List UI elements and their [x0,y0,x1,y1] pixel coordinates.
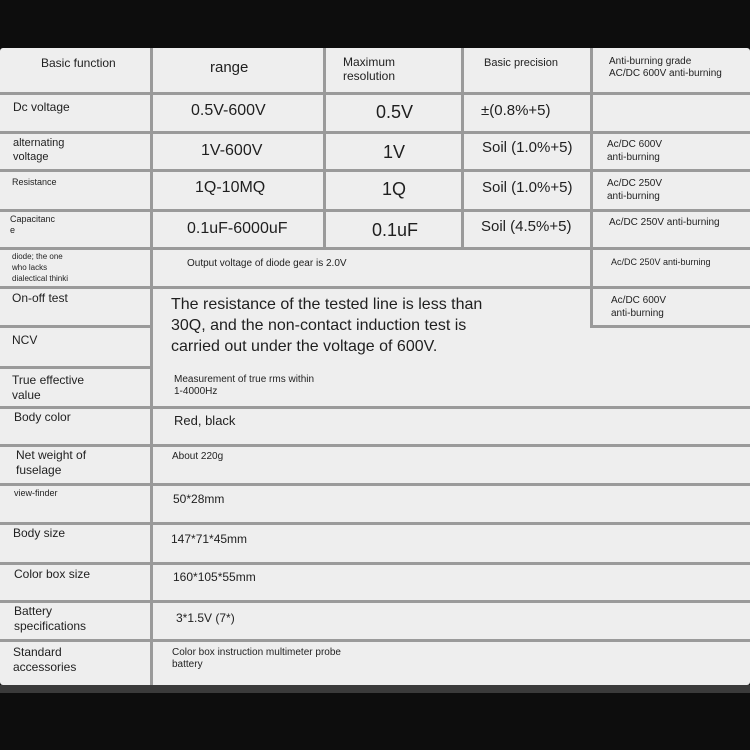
onoff-anti-line1: Ac/DC 600V [611,295,667,306]
cap-function-line1: Capacitanc [10,214,56,224]
ac-anti-line2: anti-burning [607,152,660,163]
merged-note-line1: The resistance of the tested line is less than [171,296,483,313]
color-value: Red, black [174,413,236,428]
cap-resolution: 0.1uF [372,220,419,240]
col-divider [461,48,464,247]
row-divider [0,522,750,525]
row-divider [0,209,750,212]
row-divider [0,247,750,250]
rms-value-line1: Measurement of true rms within [174,374,315,385]
battery-value: 3*1.5V (7*) [176,611,235,625]
battery-function-line2: specifications [14,619,87,633]
cap-function-line2: e [10,225,16,235]
res-precision: Soil (1.0%+5) [482,179,573,196]
rms-function-line2: value [12,388,41,402]
accessories-value-line1: Color box instruction multimeter probe [172,647,341,658]
onoff-function: On-off test [12,291,68,305]
row-divider [593,325,750,328]
merged-note-line3: carried out under the voltage of 600V. [171,338,438,355]
row-divider [0,406,750,409]
res-range: 1Q-10MQ [195,179,266,196]
header-range: range [210,59,249,76]
col-divider [590,286,593,328]
ac-function-line1: alternating [13,137,65,149]
ac-function-line2: voltage [13,151,49,163]
bodysize-function: Body size [13,526,66,540]
boxsize-function: Color box size [14,567,91,581]
color-function: Body color [14,410,71,424]
ncv-function: NCV [12,333,38,347]
diode-function-line2: who lacks [12,263,48,272]
diode-value: Output voltage of diode gear is 2.0V [187,258,347,269]
row-divider [0,366,152,369]
res-anti-line2: anti-burning [607,191,660,202]
boxsize-value: 160*105*55mm [173,570,256,584]
row-divider [0,483,750,486]
res-anti-line1: Ac/DC 250V [607,178,663,189]
dc-range: 0.5V-600V [191,102,266,119]
battery-function-line1: Battery [14,604,53,618]
cap-anti: Ac/DC 250V anti-burning [609,217,720,228]
dc-resolution: 0.5V [376,102,414,122]
accessories-value-line2: battery [172,659,203,670]
diode-function-line3: dialectical thinki [12,274,69,283]
row-divider [0,444,750,447]
header-basic-precision: Basic precision [484,57,558,69]
header-basic-function: Basic function [41,56,116,70]
row-divider [0,639,750,642]
diode-function-line1: diode; the one [12,252,63,261]
cap-range: 0.1uF-6000uF [187,220,288,237]
row-divider [0,286,750,289]
row-divider [0,169,750,172]
header-max-resolution: Maximum resolution [343,55,396,83]
dc-function: Dc voltage [13,100,70,114]
merged-note-line2: 30Q, and the non-contact induction test is [171,317,467,334]
col-divider [150,48,153,685]
viewfinder-function: view-finder [14,488,58,498]
row-divider [0,562,750,565]
ac-range: 1V-600V [201,142,263,159]
row-divider [0,600,750,603]
ac-anti-line1: Ac/DC 600V [607,139,663,150]
weight-function-line1: Net weight of [16,448,87,462]
row-divider [0,92,750,95]
rms-function-line1: True effective [12,373,85,387]
rms-value-line2: 1-4000Hz [174,386,218,397]
row-divider [0,131,750,134]
dc-precision: ±(0.8%+5) [481,102,551,119]
res-function: Resistance [12,177,57,187]
spec-table [0,48,750,685]
onoff-anti-line2: anti-burning [611,308,664,319]
diode-anti: Ac/DC 250V anti-burning [611,257,711,267]
bodysize-value: 147*71*45mm [171,532,248,546]
cap-precision: Soil (4.5%+5) [481,218,572,235]
weight-function-line2: fuselage [16,463,62,477]
ac-precision: Soil (1.0%+5) [482,139,573,156]
header-anti-burning-grade: Anti-burning grade [609,56,692,67]
accessories-function-line1: Standard [13,645,62,659]
accessories-function-line2: accessories [13,660,77,674]
weight-value: About 220g [172,451,224,462]
viewfinder-value: 50*28mm [173,492,225,506]
header-anti-burning-value: AC/DC 600V anti-burning [609,68,722,79]
row-divider [0,325,152,328]
ac-resolution: 1V [383,142,406,162]
col-divider [323,48,326,247]
res-resolution: 1Q [382,179,407,199]
